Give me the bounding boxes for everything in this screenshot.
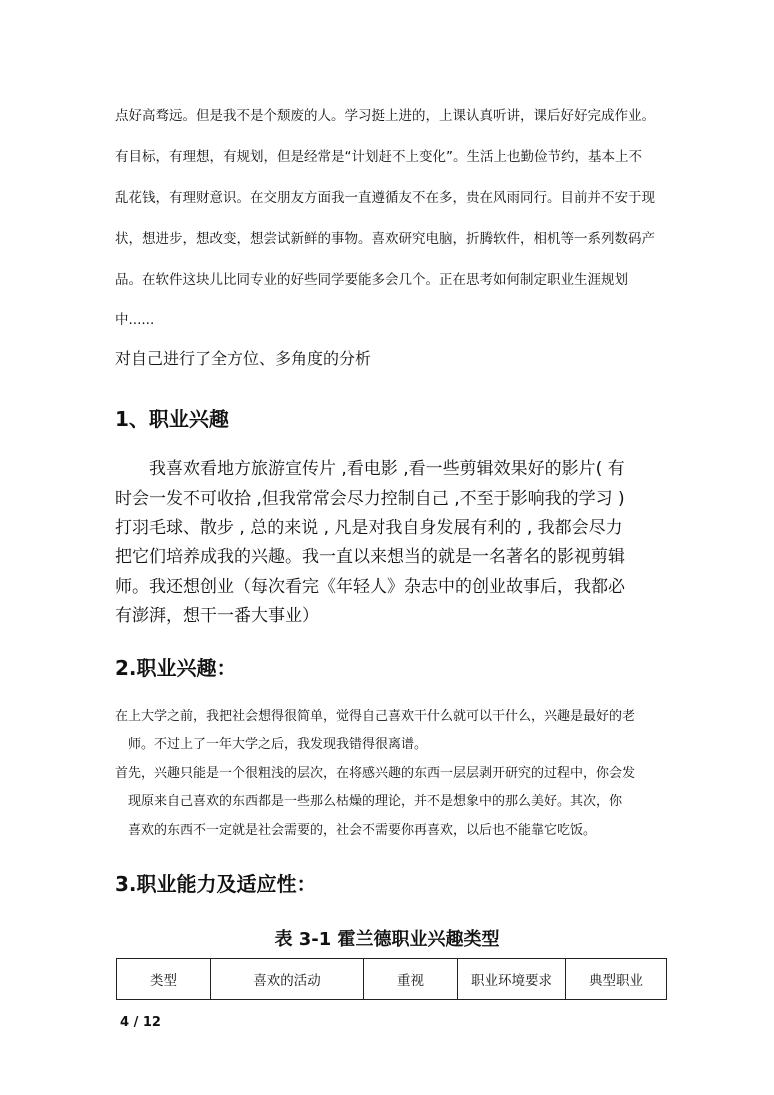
table-header-cell: 典型职业 [566, 959, 667, 1000]
intro-line: 中...... [115, 312, 155, 328]
section1-line: 师。我还想创业（每次看完《年轻人》杂志中的创业故事后，我都必 [115, 577, 625, 597]
section2-heading: 2.职业兴趣： [115, 656, 237, 680]
intro-line: 乱花钱，有理财意识。在交朋友方面我一直遵循友不在多，贵在风雨同行。目前并不安于现 [115, 190, 655, 206]
intro-line: 状，想进步，想改变，想尝试新鲜的事物。喜欢研究电脑，折腾软件，相机等一系列数码产 [115, 231, 655, 247]
table-header-row [117, 959, 667, 1000]
section1-heading: 1、职业兴趣 [115, 407, 229, 431]
intro-line: 品。在软件这块儿比同专业的好些同学要能多会几个。正在思考如何制定职业生涯规划 [115, 272, 628, 288]
section1-line: 打羽毛球、散步 , 总的来说 , 凡是对我自身发展有利的 , 我都会尽力 [115, 518, 623, 538]
page-number: 4 / 12 [120, 1015, 161, 1030]
section2-line: 师。不过上了一年大学之后，我发现我错得很离谱。 [115, 737, 428, 752]
section1-line: 把它们培养成我的兴趣。我一直以来想当的就是一名著名的影视剪辑 [115, 547, 625, 567]
section2-line: 在上大学之前，我把社会想得很简单，觉得自己喜欢干什么就可以干什么，兴趣是最好的老 [115, 709, 636, 724]
section1-line: 时会一发不可收拾 ,但我常常会尽力控制自己 ,不至于影响我的学习 ) [115, 489, 625, 509]
section1-line: 我喜欢看地方旅游宣传片 ,看电影 ,看一些剪辑效果好的影片( 有 [115, 459, 625, 479]
section1-line: 有澎湃，想干一番大事业） [115, 606, 319, 626]
section2-line: 现原来自己喜欢的东西都是一些那么枯燥的理论，并不是想象中的那么美好。其次，你 [115, 794, 623, 809]
table-header-cell: 类型 [117, 959, 211, 1000]
table-title: 表 3-1 霍兰德职业兴趣类型 [274, 929, 500, 950]
section2-line: 首先，兴趣只能是一个很粗浅的层次，在将感兴趣的东西一层层剥开研究的过程中，你会发 [115, 766, 636, 781]
table-header-cell: 重视 [364, 959, 458, 1000]
section2-line: 喜欢的东西不一定就是社会需要的，社会不需要你再喜欢，以后也不能靠它吃饭。 [115, 823, 597, 838]
table-header-cell: 喜欢的活动 [211, 959, 364, 1000]
section3-heading: 3.职业能力及适应性： [115, 872, 317, 896]
analysis-lead: 对自己进行了全方位、多角度的分析 [115, 349, 372, 368]
intro-line: 点好高骛远。但是我不是个颓废的人。学习挺上进的，上课认真听讲，课后好好完成作业。 [115, 108, 655, 124]
table-header-cell: 职业环境要求 [458, 959, 566, 1000]
holland-table [116, 958, 667, 1000]
intro-line: 有目标，有理想，有规划，但是经常是“计划赶不上变化”。生活上也勤俭节约，基本上不 [115, 149, 642, 165]
